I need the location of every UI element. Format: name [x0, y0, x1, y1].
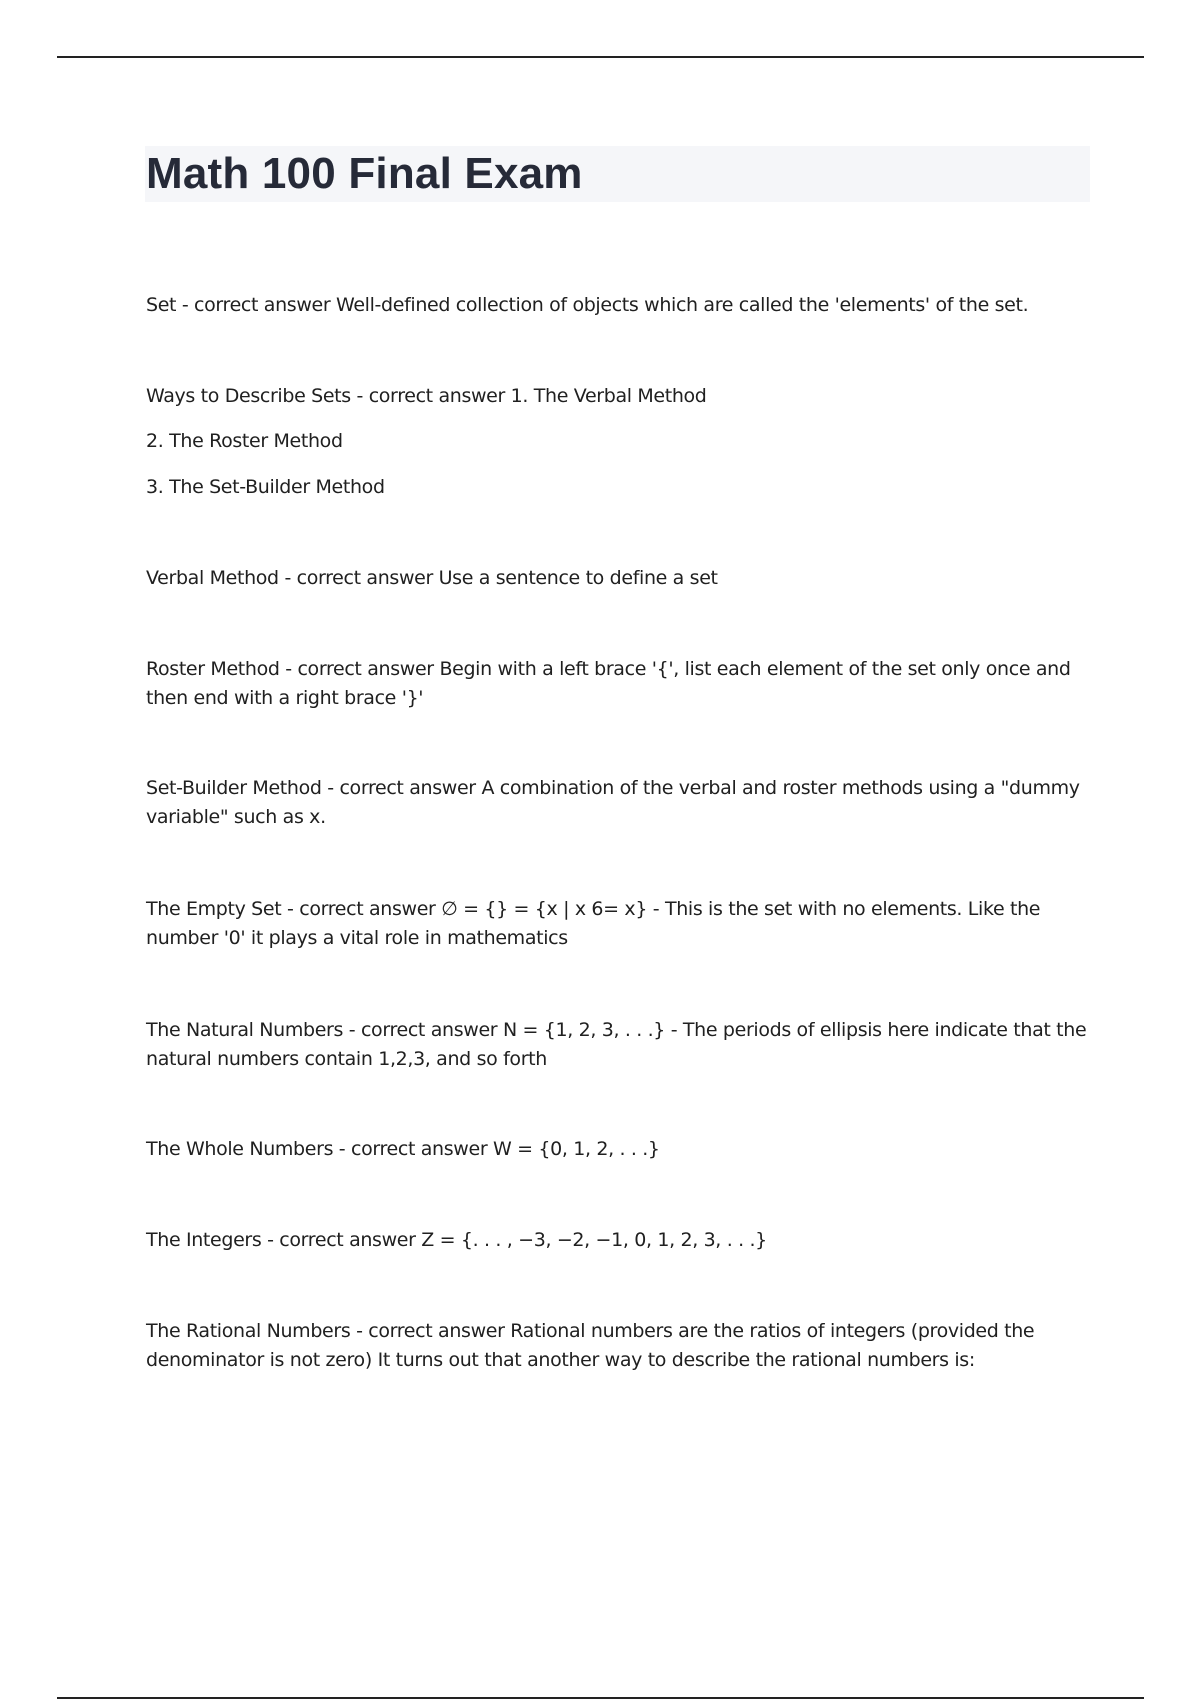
entry-set: Set - correct answer Well-defined collection of objects which are called the 'elements' of the set. — [146, 294, 1029, 316]
entry-roster-method-item: 2. The Roster Method — [146, 430, 343, 452]
top-rule — [57, 56, 1144, 58]
entry-natural-numbers: The Natural Numbers - correct answer N = {1, 2, 3, . . .} - The periods of ellipsis here indicate that the natural numbers contain 1,2,3, and so forth — [146, 1019, 1087, 1070]
bottom-rule — [57, 1697, 1144, 1699]
entry-set-builder-method: Set-Builder Method - correct answer A combination of the verbal and roster methods using a "dummy variable" such as x. — [146, 777, 1080, 828]
entry-set-builder-method-item: 3. The Set-Builder Method — [146, 476, 385, 498]
entry-rational-numbers: The Rational Numbers - correct answer Rational numbers are the ratios of integers (provided the denominator is not zero) It turns out that another way to describe the rational numbers is: — [146, 1320, 1035, 1371]
entry-whole-numbers: The Whole Numbers - correct answer W = {0, 1, 2, . . .} — [146, 1138, 660, 1160]
entry-verbal-method: Verbal Method - correct answer Use a sentence to define a set — [146, 567, 718, 589]
entry-empty-set: The Empty Set - correct answer ∅ = {} = {x | x 6= x} - This is the set with no elements. Like the number '0' it plays a vital role in mathematics — [146, 898, 1041, 949]
entry-roster-method: Roster Method - correct answer Begin with a left brace '{', list each element of the set only once and then end with a right brace '}' — [146, 658, 1071, 709]
entry-ways-to-describe-sets: Ways to Describe Sets - correct answer 1. The Verbal Method — [146, 385, 707, 407]
entry-integers: The Integers - correct answer Z = {. . . , −3, −2, −1, 0, 1, 2, 3, . . .} — [146, 1229, 767, 1251]
page-title: Math 100 Final Exam — [146, 149, 583, 198]
